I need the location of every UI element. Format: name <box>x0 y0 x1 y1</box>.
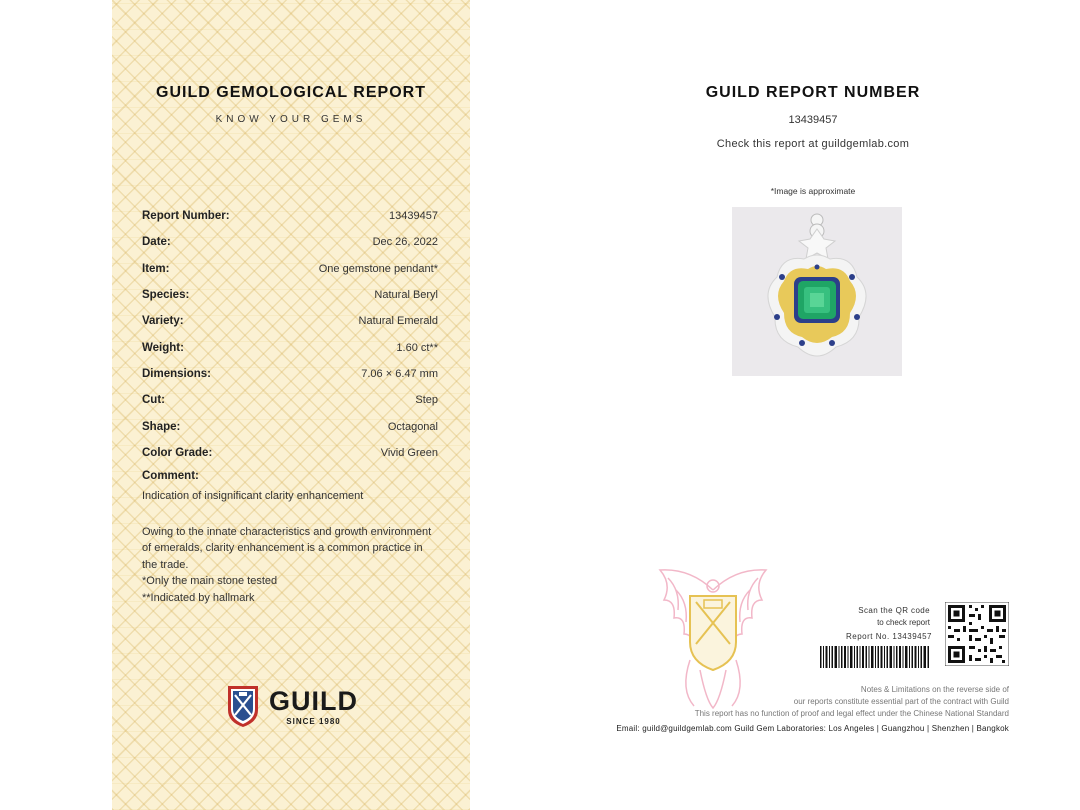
field-report-number <box>142 203 438 229</box>
qr-scan-label: Scan the QR code <box>858 606 930 615</box>
field-value: Vivid Green <box>380 446 438 459</box>
guild-shield-icon <box>226 684 260 728</box>
notes-limitations: Notes & Limitations on the reverse side of <box>860 685 1009 694</box>
notes-contract: our reports constitute essential part of the contract with Guild <box>793 697 1009 706</box>
guild-logo <box>226 684 358 728</box>
field-date <box>142 229 438 255</box>
field-cut <box>142 387 438 413</box>
report-subtitle: KNOW YOUR GEMS <box>215 114 367 125</box>
logo-word: GUILD <box>269 685 358 716</box>
field-label: Cut: <box>142 394 165 407</box>
field-label: Report Number: <box>142 210 230 223</box>
check-report-text: Check this report at guildgemlab.com <box>716 138 910 150</box>
report-number-title: GUILD REPORT NUMBER <box>705 84 921 101</box>
field-label: Date: <box>142 236 171 249</box>
field-weight <box>142 334 438 360</box>
report-fields <box>142 203 438 606</box>
comment-label: Comment: <box>142 469 199 482</box>
note-hallmark: **Indicated by hallmark <box>142 591 255 604</box>
field-value: 1.60 ct** <box>396 341 438 354</box>
field-label: Shape: <box>142 420 181 433</box>
qr-report-number: Report No. 13439457 <box>846 632 932 641</box>
report-title: GUILD GEMOLOGICAL REPORT <box>156 84 426 101</box>
barcode-icon <box>820 646 930 668</box>
report-left-panel <box>112 0 470 810</box>
field-dimensions <box>142 361 438 387</box>
field-shape <box>142 413 438 439</box>
footer-contact: Email: guild@guildgemlab.com Guild Gem Laboratories: Los Angeles | Guangzhou | Shenzhen | Bangkok <box>616 724 1009 733</box>
field-value: 7.06 × 6.47 mm <box>361 367 438 380</box>
field-label: Variety: <box>142 315 184 328</box>
field-label: Item: <box>142 262 170 275</box>
gem-pendant-image <box>732 207 902 376</box>
field-label: Dimensions: <box>142 367 212 380</box>
field-label: Weight: <box>142 341 184 354</box>
field-value: Dec 26, 2022 <box>372 236 438 249</box>
field-label: Species: <box>142 289 190 302</box>
field-value: Natural Emerald <box>358 315 438 328</box>
field-color-grade <box>142 440 438 466</box>
image-note: *Image is approximate <box>770 186 856 196</box>
field-value: Octagonal <box>387 420 438 433</box>
field-value: Step <box>415 394 438 407</box>
field-value: One gemstone pendant* <box>318 262 438 275</box>
note-main-stone: *Only the main stone tested <box>142 575 278 588</box>
guild-logo-text <box>269 687 358 726</box>
field-variety <box>142 308 438 334</box>
report-number-value: 13439457 <box>788 114 838 126</box>
field-label: Color Grade: <box>142 446 213 459</box>
qr-check-label: to check report <box>877 618 930 627</box>
field-item <box>142 256 438 282</box>
field-species <box>142 282 438 308</box>
logo-since: SINCE 1980 <box>286 716 341 726</box>
qr-code-icon[interactable] <box>945 602 1009 666</box>
notes-legal: This report has no function of proof and legal effect under the Chinese National Standard <box>694 709 1009 718</box>
field-value: Natural Beryl <box>374 289 438 302</box>
note-paragraph: Owing to the innate characteristics and growth environment of emeralds, clarity enhancement is a common practice in the trade. <box>142 525 432 571</box>
field-value: 13439457 <box>389 210 438 223</box>
comment-text: Indication of insignificant clarity enhancement <box>142 489 364 502</box>
